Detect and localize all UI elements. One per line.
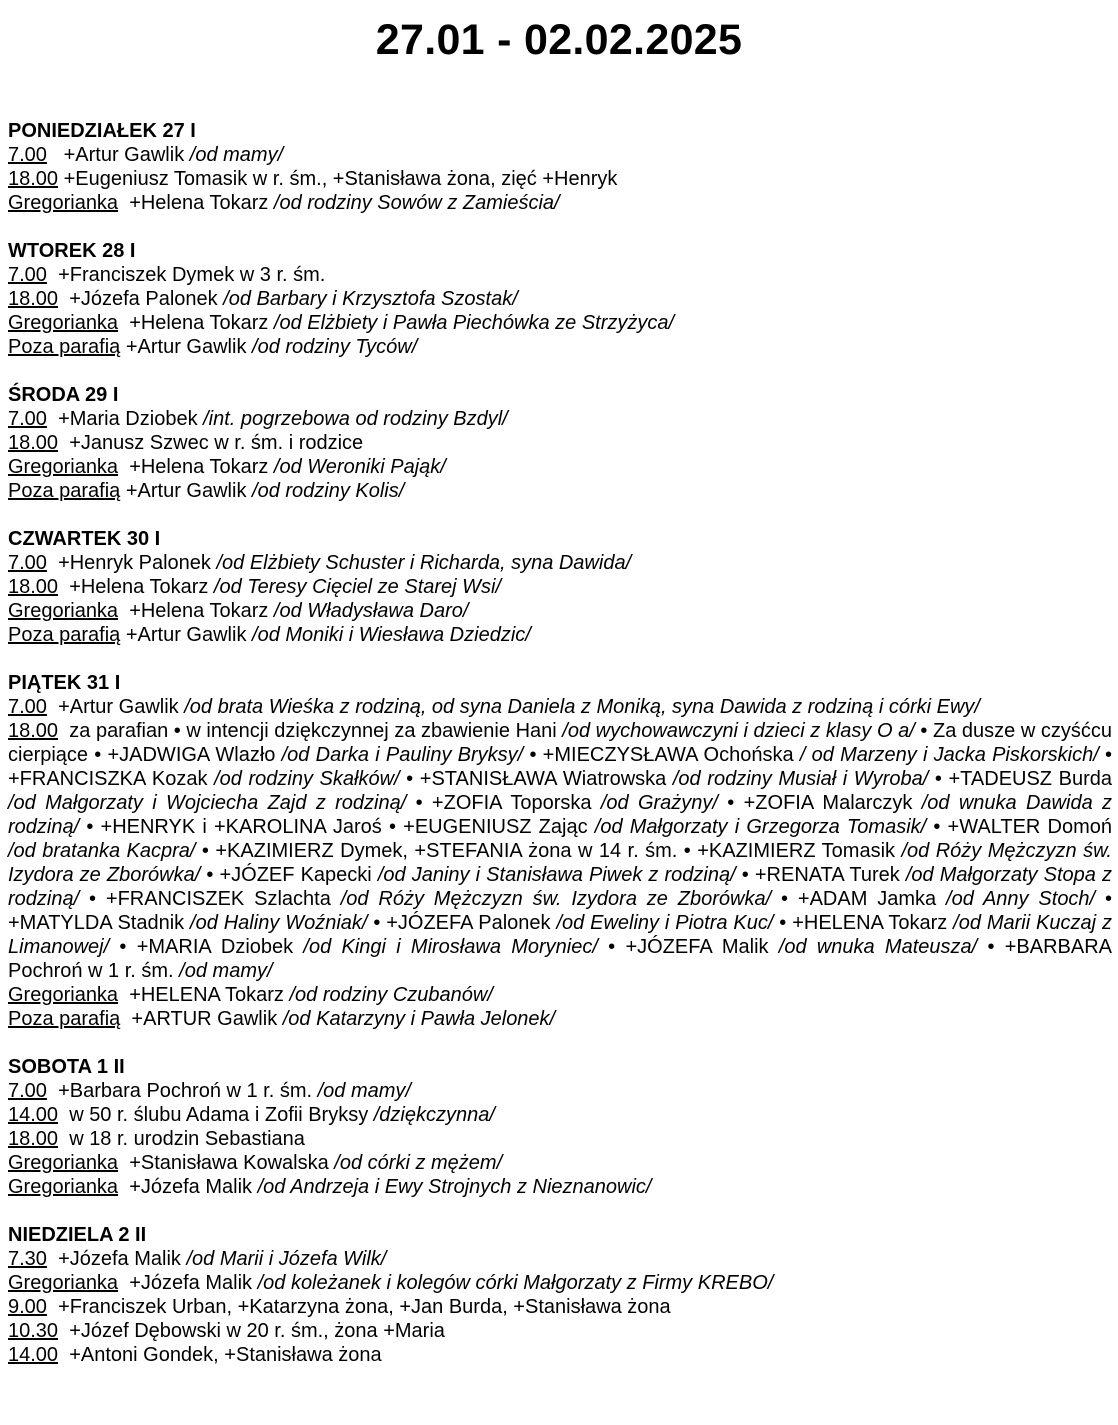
mass-time-label: 7.00 [8,408,47,430]
intention-text: • +JÓZEF Kapecki [200,864,378,886]
mass-time-label: Gregorianka [8,312,119,334]
mass-time-label: Poza parafią [8,336,121,358]
intention-donor-note: /od Andrzeja i Ewy Strojnych z Nieznanowic/ [257,1176,652,1198]
mass-time-label: 7.00 [8,552,47,574]
intention-donor-note: /od Marii Kuczaj z Limanowej/ [8,912,1112,958]
mass-entry [8,311,1112,335]
intention-text: • +BARBARA Pochroń w 1 r. śm. [8,936,1112,982]
intention-text: +Eugeniusz Tomasik w r. śm., +Stanisława żona, zięć +Henryk [63,168,618,190]
mass-schedule [8,119,1112,1391]
mass-time-label: 7.30 [8,1248,47,1270]
intention-donor-note: /od mamy/ [189,144,284,166]
mass-time-label: Gregorianka [8,984,119,1006]
intention-text: • +RENATA Turek [735,864,906,886]
intention-donor-note: /od Małgorzaty i Grzegorza Tomasik/ [594,816,927,838]
mass-time-label: 18.00 [8,1128,59,1150]
mass-entry [8,719,1112,983]
mass-entry [8,1247,1112,1271]
label-spacer [120,1008,131,1030]
intention-donor-note: /od Weroniki Pająk/ [273,456,446,478]
intention-donor-note: /od Darka i Pauliny Bryksy/ [281,744,524,766]
mass-entry [8,191,1112,215]
day-heading: ŚRODA 29 I [8,384,119,406]
intention-text: • +MIECZYSŁAWA Ochońska [523,744,800,766]
mass-time-label: 7.00 [8,696,47,718]
intention-text: • +MATYLDA Stadnik [8,888,1112,934]
intention-donor-note: /od Katarzyny i Pawła Jelonek/ [282,1008,556,1030]
mass-time-label: 14.00 [8,1104,59,1126]
day-section [8,1055,1112,1199]
mass-entry [8,1079,1112,1103]
intention-text: • +HELENA Tokarz [773,912,954,934]
label-spacer [58,1128,69,1150]
intention-text: • +KAZIMIERZ Dymek, +STEFANIA żona w 14 r. śm. • +KAZIMIERZ Tomasik [195,840,902,862]
mass-entry [8,1151,1112,1175]
label-spacer [118,1176,129,1198]
intention-text: +Artur Gawlik [125,336,253,358]
mass-time-label: 18.00 [8,288,59,310]
mass-entry [8,455,1112,479]
mass-entry [8,1175,1112,1199]
day-section [8,671,1112,1031]
intention-donor-note: /od Róży Mężczyzn św. Izydora ze Zborówka/ [8,840,1112,886]
mass-time-label: 18.00 [8,432,59,454]
intention-donor-note: /od mamy/ [179,960,273,982]
mass-time-label: 14.00 [8,1344,59,1366]
label-spacer [118,192,129,214]
intention-text: +Stanisława Kowalska [129,1152,335,1174]
intention-text: • +JÓZEFA Malik [597,936,779,958]
mass-time-label: 10.30 [8,1320,59,1342]
label-spacer [118,600,129,622]
day-heading: PONIEDZIAŁEK 27 I [8,120,196,142]
mass-entry [8,983,1112,1007]
day-section [8,119,1112,215]
intention-text: +Helena Tokarz [129,192,274,214]
intention-donor-note: /od Elżbiety Schuster i Richarda, syna Dawida/ [216,552,632,574]
intention-text: +Helena Tokarz [69,576,214,598]
intention-text: • +TADEUSZ Burda [928,768,1113,790]
label-spacer [118,456,129,478]
label-spacer [58,720,69,742]
intention-donor-note: /od Małgorzaty i Wojciecha Zajd z rodziną/ [8,792,407,814]
intention-text: +Artur Gawlik [125,480,253,502]
mass-entry [8,1271,1112,1295]
day-heading: SOBOTA 1 II [8,1056,125,1078]
intention-donor-note: /od Elżbiety i Pawła Piechówka ze Strzyżyca/ [273,312,675,334]
intention-donor-note: /od Marii i Józefa Wilk/ [186,1248,387,1270]
intention-donor-note: /od Grażyny/ [600,792,718,814]
intention-text: +Franciszek Dymek w 3 r. śm. [58,264,326,286]
mass-entry [8,479,1112,503]
intention-donor-note: /od Władysława Daro/ [273,600,469,622]
intention-donor-note: /od rodziny Musiał i Wyroba/ [672,768,929,790]
intention-text: +Helena Tokarz [129,600,274,622]
label-spacer [47,696,58,718]
day-section [8,383,1112,503]
intention-donor-note: /od brata Wieśka z rodziną, od syna Daniela z Moniką, syna Dawida z rodziną i córki Ewy/ [184,696,980,718]
mass-entry [8,623,1112,647]
label-spacer [58,1344,69,1366]
intention-donor-note: /od rodziny Tyców/ [252,336,418,358]
day-section [8,1223,1112,1367]
intention-text: +Artur Gawlik [125,624,253,646]
intention-text: +Helena Tokarz [129,312,274,334]
day-section [8,239,1112,359]
intention-donor-note: /od Barbary i Krzysztofa Szostak/ [223,288,518,310]
intention-text: +Józefa Palonek [69,288,224,310]
intention-donor-note: /od Janiny i Stanisława Piwek z rodziną/ [377,864,736,886]
intention-donor-note: /od Teresy Cięciel ze Starej Wsi/ [213,576,502,598]
intention-donor-note: /od rodziny Kolis/ [252,480,405,502]
mass-time-label: Poza parafią [8,480,121,502]
intention-text: +Henryk Palonek [58,552,217,574]
mass-time-label: Gregorianka [8,192,119,214]
intention-donor-note: /od wnuka Mateusza/ [778,936,978,958]
intention-text: • +FRANCISZEK Szlachta [79,888,341,910]
mass-entry [8,599,1112,623]
intention-donor-note: /od córki z mężem/ [334,1152,503,1174]
label-spacer [58,432,69,454]
intention-text: • +JÓZEFA Palonek [367,912,557,934]
mass-time-label: 7.00 [8,144,47,166]
intention-donor-note: /od wnuka Dawida z rodziną/ [8,792,1113,838]
label-spacer [47,264,58,286]
day-heading: WTOREK 28 I [8,240,136,262]
label-spacer [118,1272,129,1294]
intention-donor-note: /od bratanka Kacpra/ [8,840,196,862]
mass-entry [8,143,1112,167]
mass-time-label: Gregorianka [8,1272,119,1294]
mass-time-label: Poza parafią [8,1008,121,1030]
mass-entry [8,1295,1112,1319]
intention-text: • +HENRYK i +KAROLINA Jaroś • +EUGENIUSZ Zając [79,816,595,838]
day-section [8,527,1112,647]
intention-text: +Józef Dębowski w 20 r. śm., żona +Maria [69,1320,445,1342]
intention-donor-note: /od Haliny Woźniak/ [190,912,368,934]
mass-entry [8,335,1112,359]
mass-entry [8,1343,1112,1367]
intention-text: +Franciszek Urban, +Katarzyna żona, +Jan Burda, +Stanisława żona [58,1296,671,1318]
intention-donor-note: /od Moniki i Wiesława Dziedzic/ [252,624,531,646]
mass-entry [8,1007,1112,1031]
intention-donor-note: /od Róży Mężczyzn św. Izydora ze Zborówka/ [340,888,772,910]
mass-time-label: 7.00 [8,1080,47,1102]
label-spacer [118,312,129,334]
mass-time-label: Gregorianka [8,600,119,622]
intention-text: +Józefa Malik [129,1272,258,1294]
intention-text: • +ZOFIA Toporska [406,792,601,814]
label-spacer [47,1080,58,1102]
mass-time-label: Gregorianka [8,456,119,478]
mass-entry [8,551,1112,575]
mass-time-label: 9.00 [8,1296,47,1318]
mass-time-label: Gregorianka [8,1152,119,1174]
intention-text: +Maria Dziobek [58,408,204,430]
label-spacer [58,576,69,598]
intention-donor-note: /od wychowawczyni i dzieci z klasy O a/ [562,720,915,742]
mass-entry [8,263,1112,287]
intention-donor-note: /od rodziny Sowów z Zamieścia/ [273,192,560,214]
mass-entry [8,1127,1112,1151]
mass-entry [8,431,1112,455]
label-spacer [58,1320,69,1342]
intention-text: • Za dusze w czyśćcu cierpiące • +JADWIGA Wlazło [8,720,1113,766]
label-spacer [47,552,58,574]
intention-donor-note: /od Anny Stoch/ [946,888,1096,910]
intention-text: • +WALTER Domoń [926,816,1113,838]
intention-text: • +STANISŁAWA Wiatrowska [399,768,673,790]
intention-donor-note: /od rodziny Czubanów/ [289,984,493,1006]
intention-donor-note: /od mamy/ [317,1080,411,1102]
intention-text: +Józefa Malik [58,1248,187,1270]
mass-time-label: Poza parafią [8,624,121,646]
intention-text: +Józefa Malik [129,1176,258,1198]
label-spacer [58,288,69,310]
intention-donor-note: /od Małgorzaty Stopa z rodziną/ [8,864,1112,910]
mass-entry [8,1319,1112,1343]
intention-donor-note: /od Eweliny i Piotra Kuc/ [556,912,774,934]
mass-entry [8,695,1112,719]
day-heading: CZWARTEK 30 I [8,528,161,550]
mass-time-label: 18.00 [8,576,59,598]
mass-entry [8,287,1112,311]
intention-donor-note: / od Marzeny i Jacka Piskorskich/ [799,744,1099,766]
label-spacer [118,984,129,1006]
intention-donor-note: /od Kingi i Mirosława Moryniec/ [303,936,598,958]
intention-text: +Antoni Gondek, +Stanisława żona [69,1344,382,1366]
mass-entry [8,1103,1112,1127]
day-heading: PIĄTEK 31 I [8,672,121,694]
intention-text: +Helena Tokarz [129,456,274,478]
intention-text: +Artur Gawlik [63,144,190,166]
intention-text: +Barbara Pochroń w 1 r. śm. [58,1080,318,1102]
mass-time-label: Gregorianka [8,1176,119,1198]
intention-text: • +ADAM Jamka [771,888,947,910]
label-spacer [47,1296,58,1318]
intention-text: w 50 r. ślubu Adama i Zofii Bryksy [69,1104,374,1126]
intention-text: +Janusz Szwec w r. śm. i rodzice [69,432,364,454]
label-spacer [47,408,58,430]
intention-text: za parafian • w intencji dziękczynnej za zbawienie Hani [69,720,563,742]
label-spacer [47,144,64,166]
mass-entry [8,167,1112,191]
intention-text: • +MARIA Dziobek [109,936,304,958]
intention-text: +ARTUR Gawlik [131,1008,283,1030]
intention-text: w 18 r. urodzin Sebastiana [69,1128,305,1150]
label-spacer [47,1248,58,1270]
mass-time-label: 18.00 [8,168,59,190]
label-spacer [58,1104,69,1126]
intention-donor-note: /od koleżanek i kolegów córki Małgorzaty z Firmy KREBO/ [257,1272,774,1294]
intention-text: +HELENA Tokarz [129,984,290,1006]
intention-donor-note: /int. pogrzebowa od rodziny Bzdyl/ [203,408,508,430]
label-spacer [118,1152,129,1174]
intention-text: • +ZOFIA Malarczyk [717,792,922,814]
day-heading: NIEDZIELA 2 II [8,1224,147,1246]
mass-time-label: 7.00 [8,264,47,286]
intention-text: +Artur Gawlik [58,696,185,718]
mass-entry [8,407,1112,431]
page-title: 27.01 - 02.02.2025 [375,16,743,64]
mass-entry [8,575,1112,599]
mass-time-label: 18.00 [8,720,59,742]
intention-donor-note: /dziękczynna/ [373,1104,495,1126]
intention-donor-note: /od rodziny Skałków/ [214,768,400,790]
intention-text: • +FRANCISZKA Kozak [8,744,1112,790]
